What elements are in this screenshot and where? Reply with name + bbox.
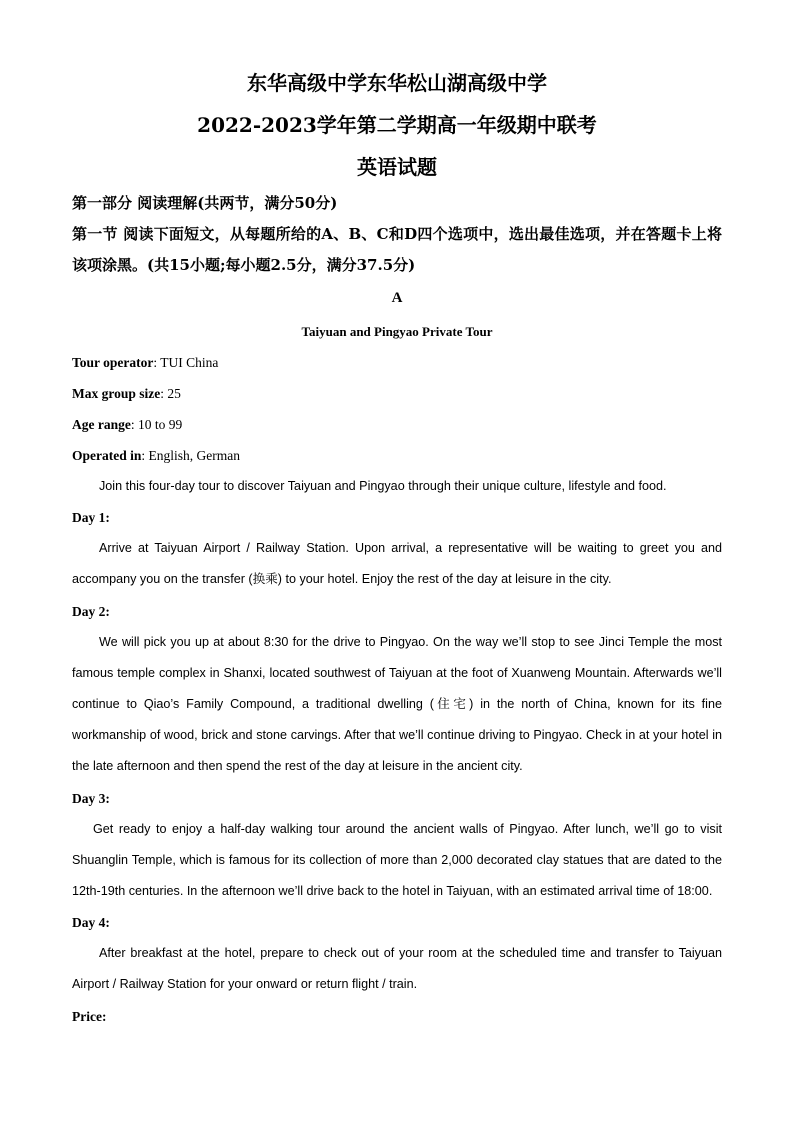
day-1-label: Day 1: xyxy=(72,510,110,526)
field-age-range xyxy=(72,409,722,440)
day-1-text: Arrive at Taiyuan Airport / Railway Station. Upon arrival, a representative will be waiting to greet you and accompany you on the transfer (换乘) to your hotel. Enjoy the rest of the day at leisure in the city. xyxy=(72,541,722,587)
exam-title: 2022-2023学年第二学期高一年级期中联考 xyxy=(197,113,597,137)
section-instructions: 第一节 阅读下面短文，从每题所给的A、B、C和D四个选项中，选出最佳选项，并在答题卡上将该项涂黑。(共15小题;每小题2.5分，满分37.5分) xyxy=(72,225,722,274)
field-tour-operator xyxy=(72,347,722,378)
school-title: 东华高级中学东华松山湖高级中学 xyxy=(247,71,547,95)
passage-title: Taiyuan and Pingyao Private Tour xyxy=(301,324,493,339)
day-2-text: We will pick you up at about 8:30 for the drive to Pingyao. On the way we’ll stop to see Jinci Temple the most famous temple complex in Shanxi, located southwest of Taiyuan at the foot of Xuanweng Mountain. Afterwards we’ll continue to Qiao’s Family Compound, a traditional dwelling (住宅) in the north of China, known for its fine workmanship of wood, brick and stone carvings. After that we’ll continue driving to Pingyao. Check in at your hotel in the late afternoon and then spend the rest of the day at leisure in the ancient city. xyxy=(72,634,722,774)
field-label: Tour operator xyxy=(72,355,154,370)
field-label: Age range xyxy=(72,417,131,432)
field-operated-in xyxy=(72,440,722,471)
field-value: : English, German xyxy=(141,448,240,463)
intro-paragraph: Join this four-day tour to discover Taiyuan and Pingyao through their unique culture, lifestyle and food. xyxy=(99,479,667,493)
subject-title: 英语试题 xyxy=(357,155,437,179)
field-value: : 25 xyxy=(160,386,181,401)
field-label: Max group size xyxy=(72,386,161,401)
field-max-group-size xyxy=(72,378,722,409)
part-heading: 第一部分 阅读理解(共两节，满分50分) xyxy=(72,194,338,212)
day-4-text: After breakfast at the hotel, prepare to check out of your room at the scheduled time and transfer to Taiyuan Airport / Railway Station for your onward or return flight / train. xyxy=(72,946,722,992)
day-3-label: Day 3: xyxy=(72,790,110,806)
exam-page xyxy=(72,62,722,1032)
passage-letter: A xyxy=(391,290,403,306)
field-value: : TUI China xyxy=(153,355,219,370)
day-2-label: Day 2: xyxy=(72,603,110,619)
field-label: Operated in xyxy=(72,448,142,463)
price-label: Price: xyxy=(72,1008,107,1024)
day-4-label: Day 4: xyxy=(72,915,110,931)
field-value: : 10 to 99 xyxy=(130,417,183,432)
day-3-text: Get ready to enjoy a half-day walking tour around the ancient walls of Pingyao. After lunch, we’ll go to visit Shuanglin Temple, which is famous for its collection of more than 2,000 decorated clay statues that are dated to the 12th-19th centuries. In the afternoon we’ll drive back to the hotel in Taiyuan, with an estimated arrival time of 18:00. xyxy=(72,821,722,899)
